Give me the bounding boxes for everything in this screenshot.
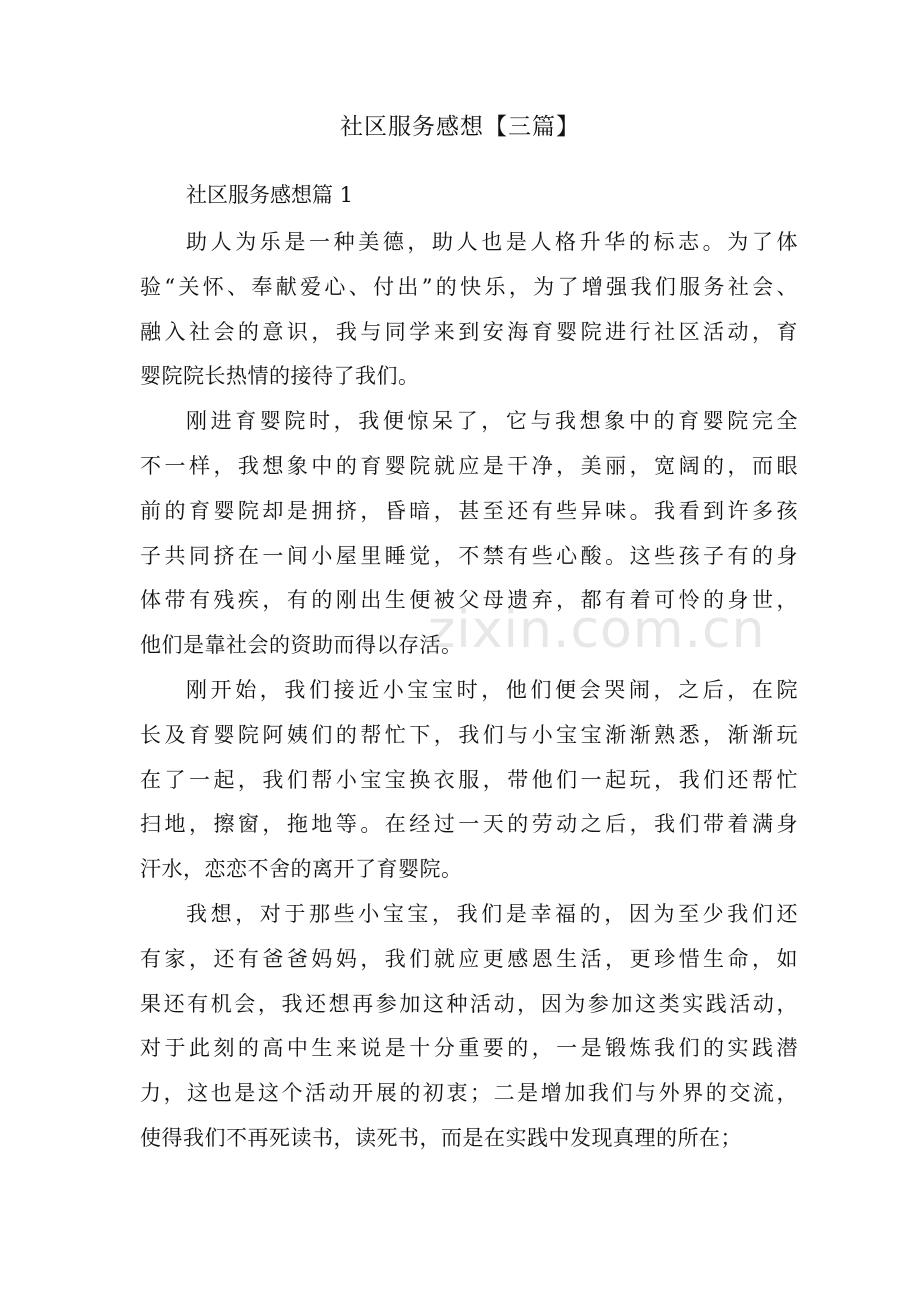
text-line: 不一样，我想象中的育婴院就应是干净，美丽，宽阔的，而眼 xyxy=(140,453,798,478)
text-line: 汗水，恋恋不舍的离开了育婴院。 xyxy=(140,857,463,882)
text-line: 体带有残疾，有的刚出生便被父母遗弃，都有着可怜的身世， xyxy=(140,588,798,613)
document-title: 社区服务感想【三篇】 xyxy=(340,114,580,140)
text-line: 子共同挤在一间小屋里睡觉，不禁有些心酸。这些孩子有的身 xyxy=(140,543,798,568)
text-line: 刚进育婴院时，我便惊呆了，它与我想象中的育婴院完全 xyxy=(186,409,798,434)
text-line: 对于此刻的高中生来说是十分重要的，一是锻炼我们的实践潜 xyxy=(140,1036,798,1061)
text-line: 扫地，擦窗，拖地等。在经过一天的劳动之后，我们带着满身 xyxy=(140,812,798,837)
text-line: 力，这也是这个活动开展的初衷；二是增加我们与外界的交流， xyxy=(140,1081,798,1106)
paragraph xyxy=(140,401,798,670)
text-line: 使得我们不再死读书，读死书，而是在实践中发现真理的所在； xyxy=(140,1125,742,1150)
text-line: 有家，还有爸爸妈妈，我们就应更感恩生活，更珍惜生命，如 xyxy=(140,946,798,971)
text-line: 果还有机会，我还想再参加这种活动，因为参加这类实践活动， xyxy=(140,991,798,1016)
paragraph xyxy=(140,670,798,894)
paragraph xyxy=(140,222,798,401)
text-line: 助人为乐是一种美德，助人也是人格升华的标志。为了体 xyxy=(186,230,798,254)
text-line: 验“关怀、奉献爱心、付出”的快乐，为了增强我们服务社会、 xyxy=(140,274,798,299)
text-line: 婴院院长热情的接待了我们。 xyxy=(140,364,420,389)
section-heading: 社区服务感想篇 1 xyxy=(186,183,354,207)
text-line: 刚开始，我们接近小宝宝时，他们便会哭闹，之后，在院 xyxy=(186,677,798,702)
text-line: 他们是靠社会的资助而得以存活。 xyxy=(140,633,463,658)
paragraph xyxy=(140,894,798,1163)
text-line: 我想，对于那些小宝宝，我们是幸福的，因为至少我们还 xyxy=(186,901,798,926)
watermark: zixin.com.cn xyxy=(428,600,766,660)
text-line: 长及育婴院阿姨们的帮忙下，我们与小宝宝渐渐熟悉，渐渐玩 xyxy=(140,722,798,747)
text-line: 在了一起，我们帮小宝宝换衣服，带他们一起玩，我们还帮忙 xyxy=(140,767,798,792)
text-line: 融入社会的意识，我与同学来到安海育婴院进行社区活动，育 xyxy=(140,319,798,344)
text-line: 前的育婴院却是拥挤，昏暗，甚至还有些异味。我看到许多孩 xyxy=(140,498,798,523)
body-text xyxy=(140,222,798,1163)
